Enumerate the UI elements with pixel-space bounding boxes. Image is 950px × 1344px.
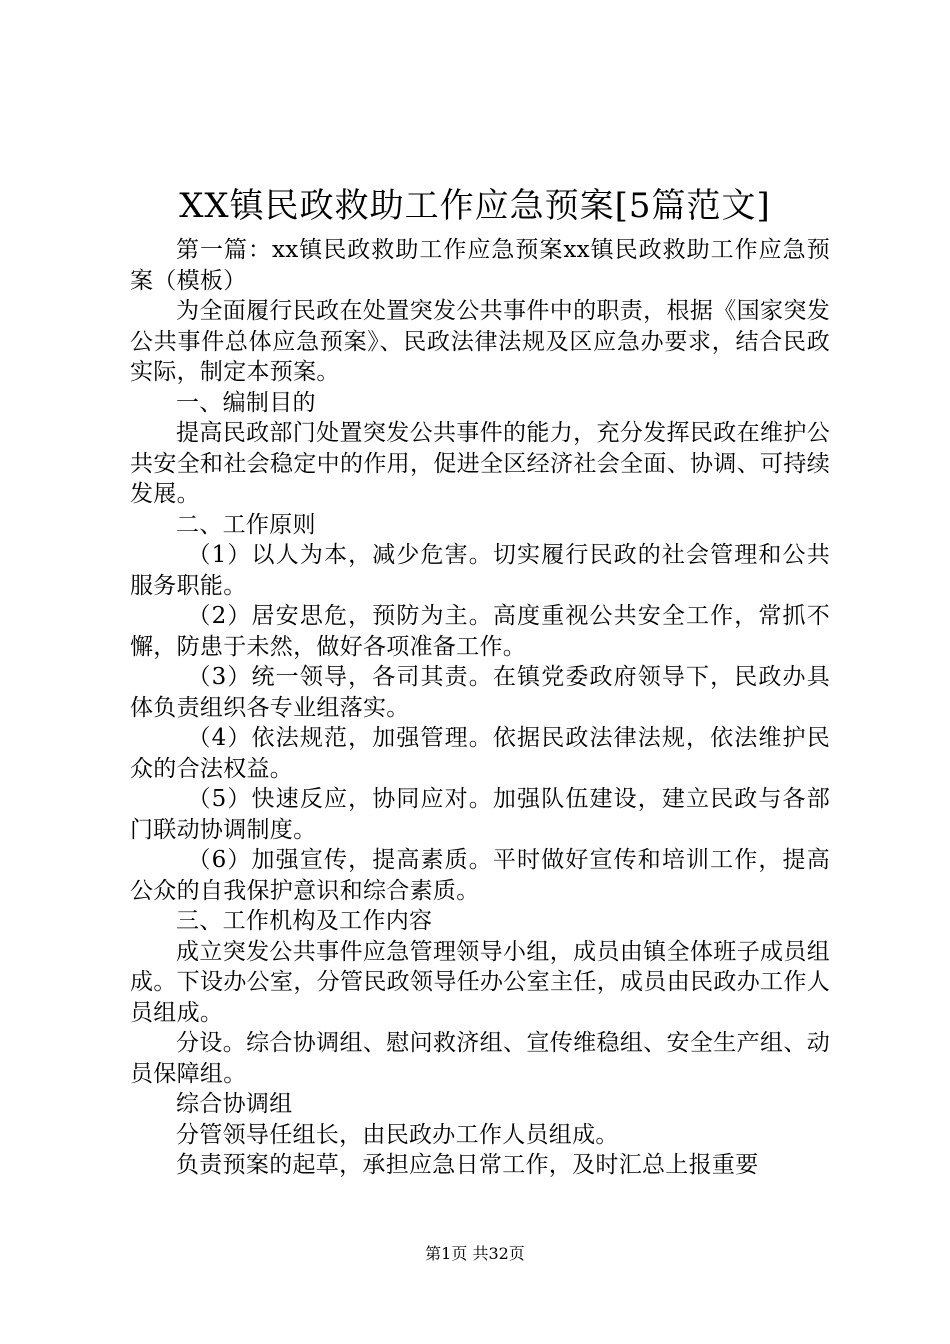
principle-item: （6）加强宣传，提高素质。平时做好宣传和培训工作，提高公众的自我保护意识和综合素质。: [130, 847, 830, 904]
principle-item: （3）统一领导，各司其责。在镇党委政府领导下，民政办具体负责组织各专业组落实。: [130, 664, 830, 721]
page-number-footer: 第1页 共32页: [425, 1244, 525, 1263]
paragraph: 负责预案的起草，承担应急日常工作，及时汇总上报重要: [176, 1152, 759, 1178]
paragraph: 为全面履行民政在处置突发公共事件中的职责，根据《国家突发公共事件总体应急预案》、民政法律法规及区应急办要求，结合民政实际，制定本预案。: [130, 298, 830, 385]
paragraph: 分管领导任组长，由民政办工作人员组成。: [176, 1121, 619, 1148]
principle-item: （2）居安思危，预防为主。高度重视公共安全工作，常抓不懈，防患于未然，做好各项准备工作。: [130, 603, 830, 660]
document-body: [130, 235, 830, 1181]
paragraph: 成立突发公共事件应急管理领导小组，成员由镇全体班子成员组成。下设办公室，分管民政领导任办公室主任，成员由民政办工作人员组成。: [130, 938, 830, 1026]
principle-item: （5）快速反应，协同应对。加强队伍建设，建立民政与各部门联动协调制度。: [130, 786, 830, 843]
section-heading: 二、工作原则: [176, 511, 316, 538]
section-heading: 一、编制目的: [176, 389, 316, 416]
paragraph: 提高民政部门处置突发公共事件的能力，充分发挥民政在维护公共安全和社会稳定中的作用，促进全区经济社会全面、协调、可持续发展。: [130, 420, 830, 507]
paragraph: 第一篇：xx镇民政救助工作应急预案xx镇民政救助工作应急预案（模板）: [130, 237, 830, 294]
section-heading: 三、工作机构及工作内容: [176, 908, 433, 934]
document-title: XX镇民政救助工作应急预案[5篇范文]: [179, 186, 771, 226]
subsection-heading: 综合协调组: [176, 1091, 293, 1117]
principle-item: （4）依法规范，加强管理。依据民政法律法规，依法维护民众的合法权益。: [130, 725, 830, 782]
principle-item: （1）以人为本，减少危害。切实履行民政的社会管理和公共服务职能。: [130, 542, 830, 599]
paragraph: 分设。综合协调组、慰问救济组、宣传维稳组、安全生产组、动员保障组。: [130, 1030, 830, 1087]
